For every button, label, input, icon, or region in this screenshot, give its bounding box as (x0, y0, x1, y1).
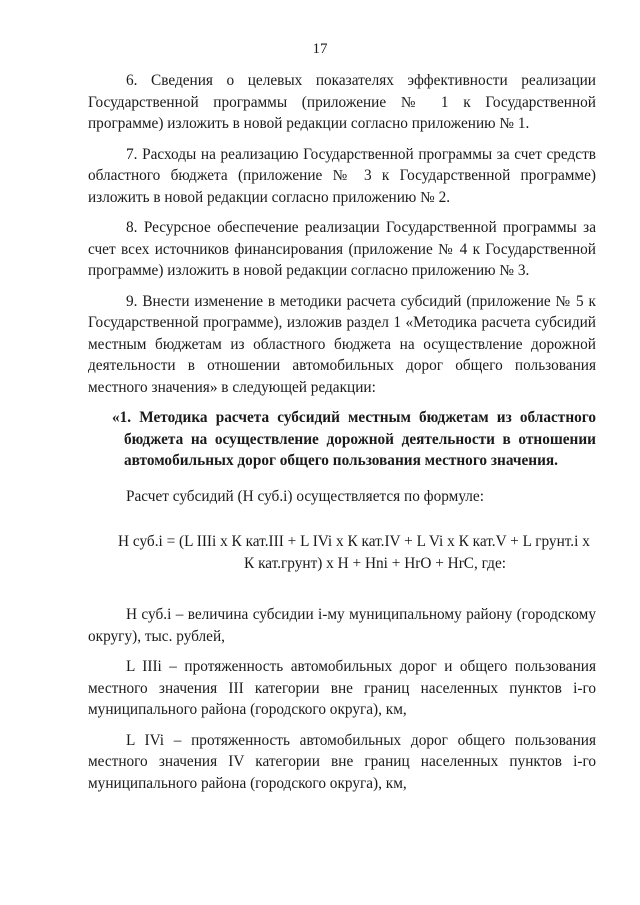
definition-item: L IIIi – протяженность автомобильных дорог и общего пользования местного значения III категории вне границ населенных пунктов i-го муниципального района (городского округа), км, (88, 658, 596, 718)
definition-item: Н суб.i – величина субсидии i-му муниципальному району (городскому округу), тыс. рублей, (88, 606, 596, 645)
document-body (88, 70, 596, 803)
paragraph-8: 8. Ресурсное обеспечение реализации Государственной программы за счет всех источников финансирования (приложение № 4 к Государственной программе) изложить в новой редакции согласно приложению № 3. (88, 219, 596, 279)
paragraph-6: 6. Сведения о целевых показателях эффективности реализации Государственной программы (приложение № 1 к Государственной программе) изложить в новой редакции согласно приложению № 1. (88, 72, 596, 132)
formula-line-2: К кат.грунт) x Н + Нni + НrО + НrС, где: (244, 554, 506, 572)
formula-line-1: Н суб.i = (L IIIi x К кат.III + L IVi x К кат.IV + L Vi x К кат.V + L грунт.i x (118, 533, 590, 550)
page-number: 17 (312, 41, 328, 57)
formula-intro: Расчет субсидий (Н суб.i) осуществляется по формуле: (126, 487, 484, 505)
paragraph-7: 7. Расходы на реализацию Государственной программы за счет средств областного бюджета (приложение № 3 к Государственной программе) изложить в новой редакции согласно приложению № 2. (88, 145, 596, 206)
definition-item: L IVi – протяженность автомобильных дорог общего пользования местного значения IV категории вне границ населенных пунктов i-го муниципального района (городского округа), км, (88, 731, 596, 792)
paragraph-9: 9. Внести изменение в методики расчета субсидий (приложение № 5 к Государственной программе), изложив раздел 1 «Методика расчета субсидий местным бюджетам из областного бюджета на осуществление дорожной деятельности в отношении автомобильных дорог общего пользования местного значения» в следующей редакции: (88, 292, 596, 396)
formula (88, 531, 596, 574)
section-heading-text: «1. Методика расчета субсидий местным бюджетам из областного бюджета на осуществление дорожной деятельности в отношении автомобильных дорог общего пользования местного значения. (112, 409, 596, 469)
section-heading (88, 407, 596, 472)
